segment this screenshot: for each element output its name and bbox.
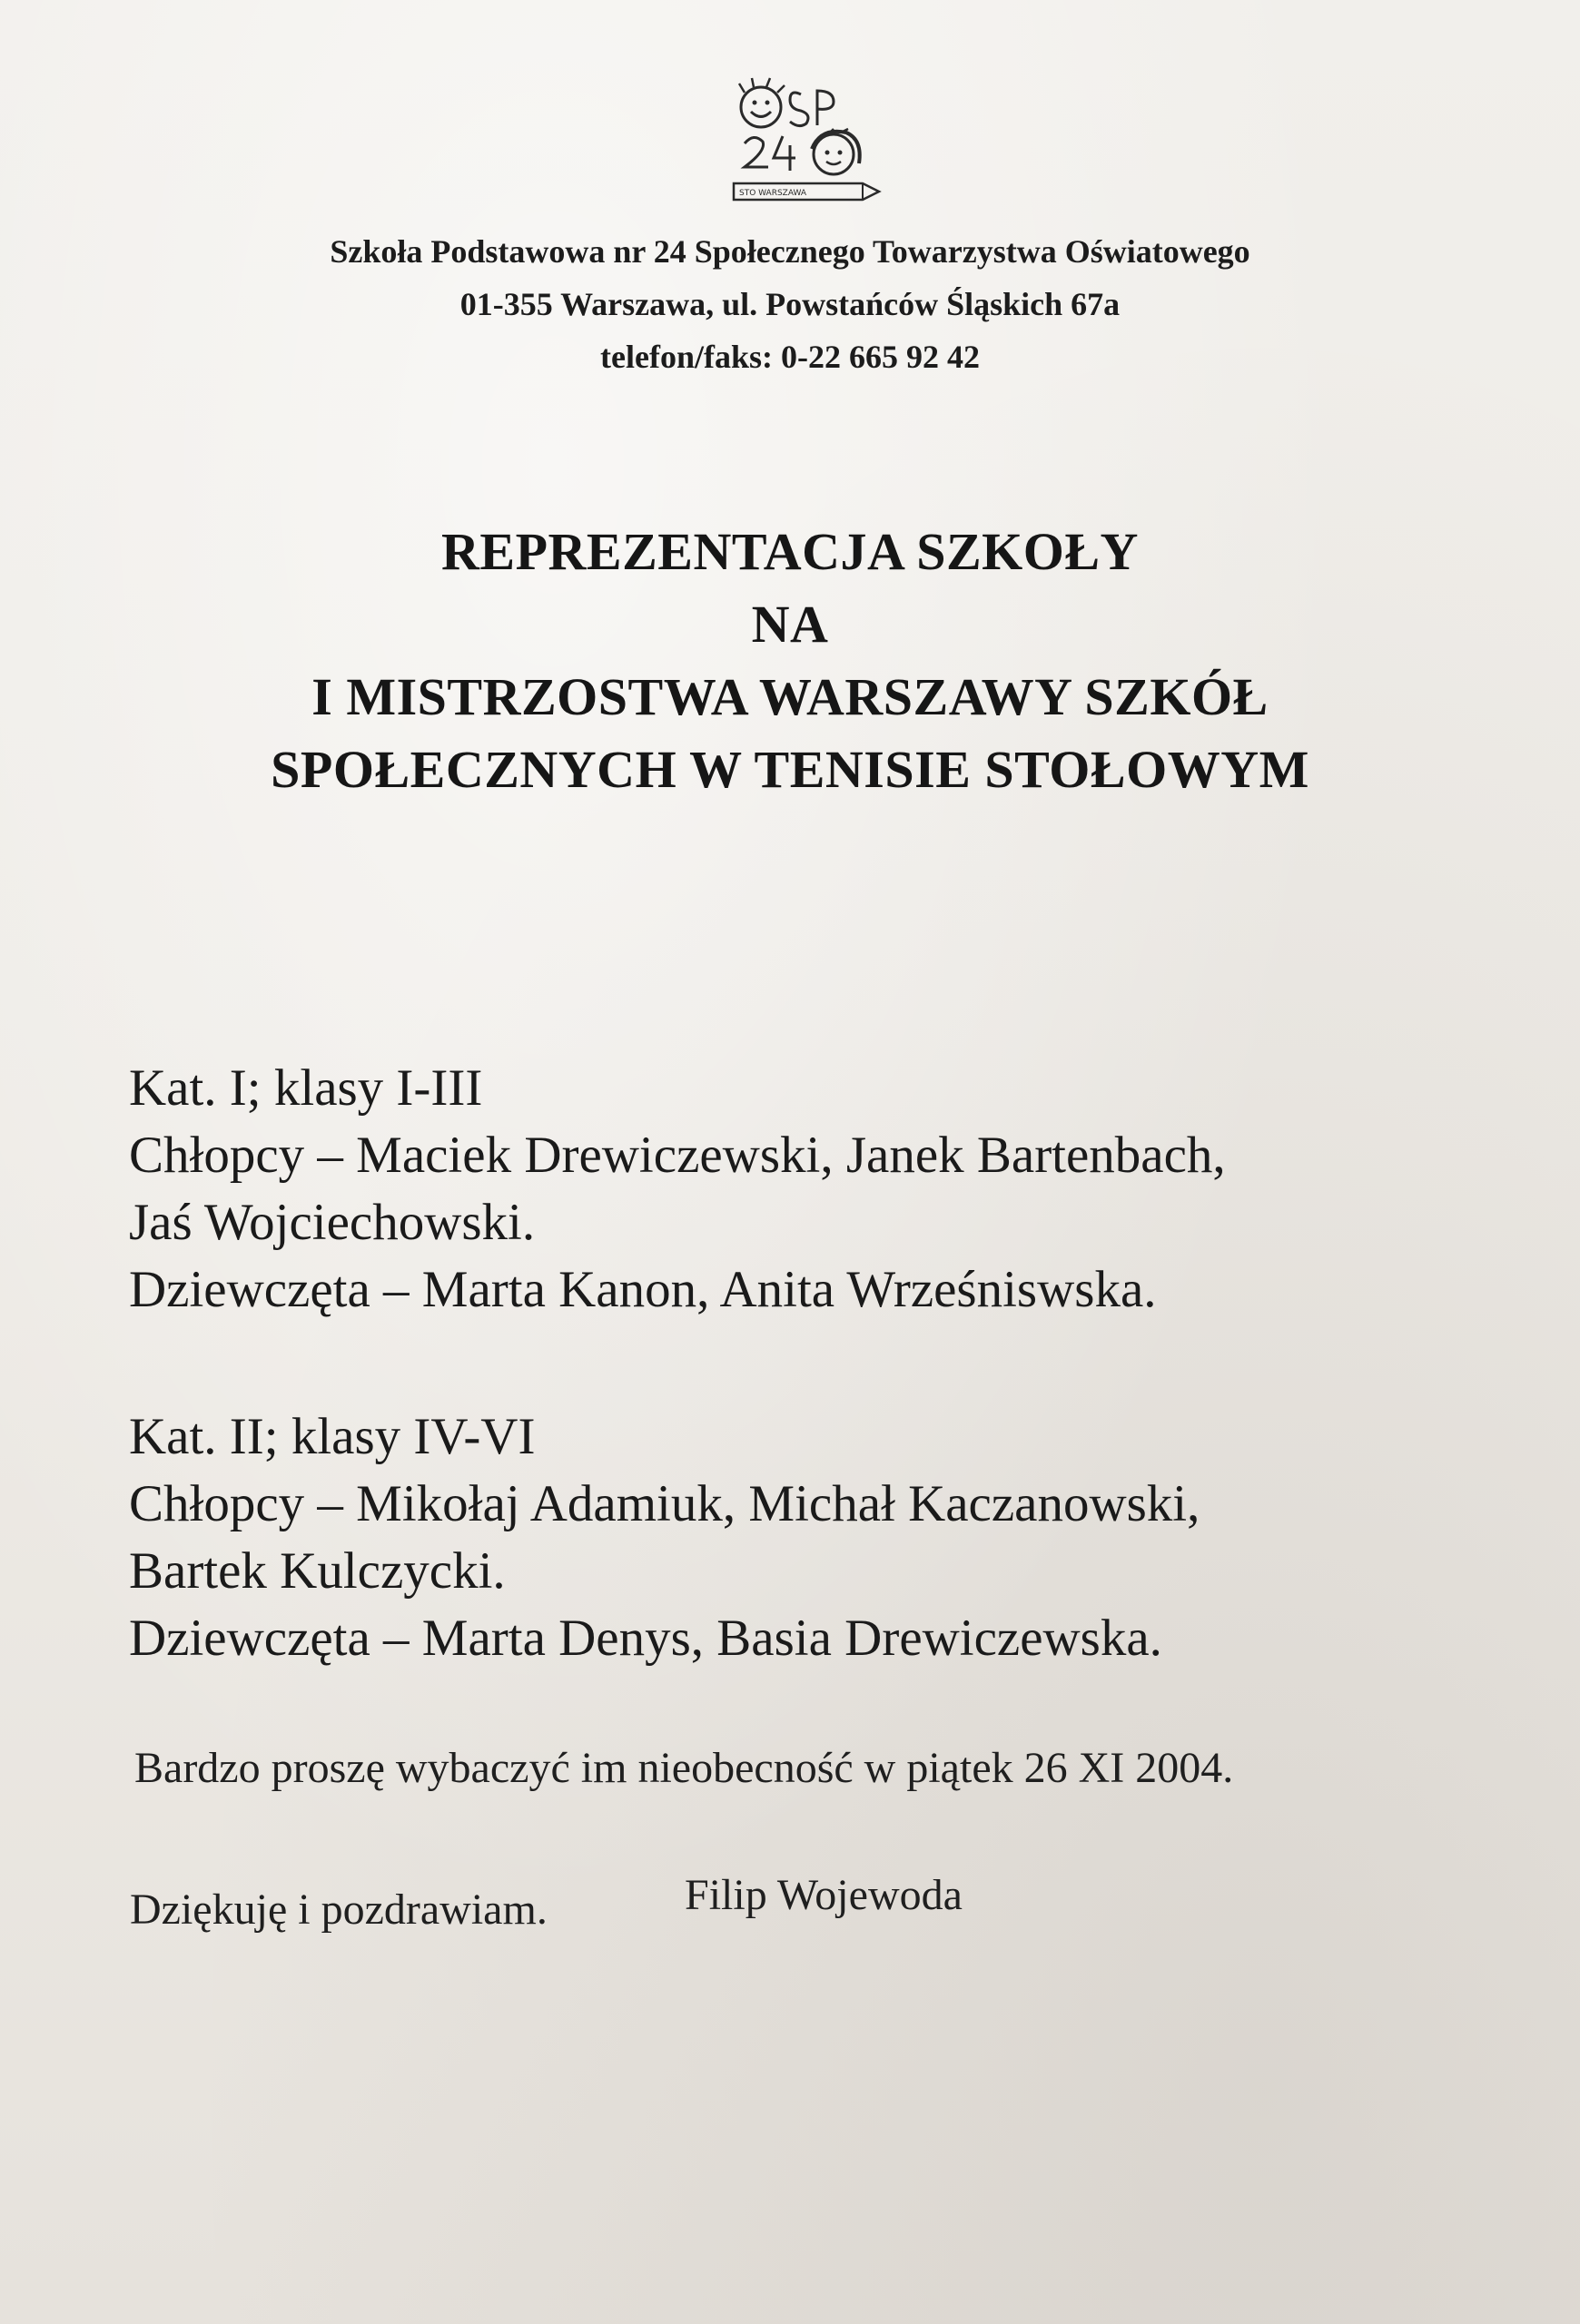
absence-note: Bardzo proszę wybaczyć im nieobecność w piątek 26 XI 2004. xyxy=(134,1744,1234,1792)
boys-list: Chłopcy – Mikołaj Adamiuk, Michał Kaczanowski, xyxy=(129,1475,1200,1532)
logo-text: STO WARSZAWA xyxy=(739,189,807,198)
title-line-1: REPREZENTACJA SZKOŁY xyxy=(441,522,1139,581)
category-heading: Kat. I; klasy I-III xyxy=(129,1059,483,1117)
closing-line: Dziękuję i pozdrawiam. xyxy=(130,1886,548,1934)
girls-list: Dziewczęta – Marta Kanon, Anita Wrześniswska. xyxy=(129,1261,1157,1318)
school-logo-icon xyxy=(726,73,890,209)
school-name: Szkoła Podstawowa nr 24 Społecznego Towarzystwa Oświatowego xyxy=(330,233,1250,270)
school-header xyxy=(136,225,1444,383)
document-title xyxy=(91,516,1489,806)
title-line-2: NA xyxy=(751,595,829,654)
boys-list: Chłopcy – Maciek Drewiczewski, Janek Bartenbach, xyxy=(129,1127,1226,1184)
school-address: 01-355 Warszawa, ul. Powstańców Śląskich 67a xyxy=(459,286,1121,322)
boys-list-continued: Bartek Kulczycki. xyxy=(129,1542,506,1600)
title-line-4: SPOŁECZNYCH W TENISIE STOŁOWYM xyxy=(271,740,1309,799)
category-block-2 xyxy=(129,1403,1473,1672)
title-line-3: I MISTRZOSTWA WARSZAWY SZKÓŁ xyxy=(311,667,1269,726)
category-block-1 xyxy=(129,1055,1473,1324)
category-heading: Kat. II; klasy IV-VI xyxy=(129,1408,536,1465)
school-phone: telefon/faks: 0-22 665 92 42 xyxy=(600,339,980,375)
boys-list-continued: Jaś Wojciechowski. xyxy=(129,1194,536,1251)
girls-list: Dziewczęta – Marta Denys, Basia Drewiczewska. xyxy=(129,1610,1162,1667)
signature: Filip Wojewoda xyxy=(685,1871,963,1919)
